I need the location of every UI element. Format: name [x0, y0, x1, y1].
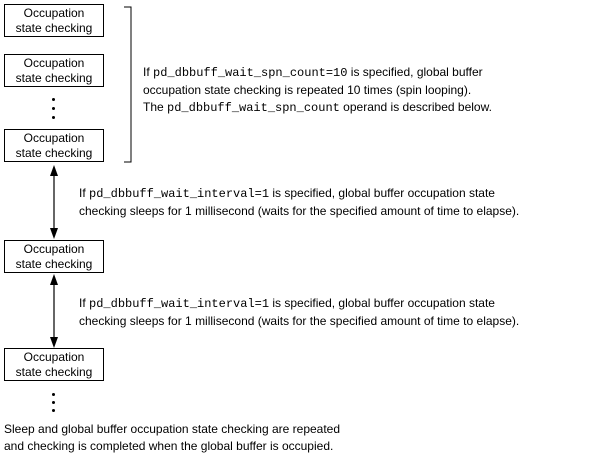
text-fragment: is specified, global buffer occupation state	[269, 296, 495, 310]
box-label-line1: Occupation	[23, 350, 85, 364]
box-label-line1: Occupation	[23, 6, 85, 20]
interval-note-line2: checking sleeps for 1 millisecond (waits for the specified amount of time to elapse).	[79, 314, 520, 328]
interval-note-line1	[79, 185, 519, 203]
code-operand: pd_dbbuff_wait_interval=1	[89, 297, 270, 311]
text-fragment: The	[143, 100, 168, 114]
text-fragment: If	[79, 186, 90, 200]
box-label-line1: Occupation	[23, 242, 85, 256]
box-label-line2: state checking	[15, 365, 93, 379]
spin-count-note	[143, 64, 492, 117]
completion-note	[4, 421, 340, 455]
spin-note-line2: occupation state checking is repeated 10 times (spin looping).	[143, 83, 472, 97]
code-operand: pd_dbbuff_wait_spn_count	[167, 101, 340, 115]
completion-note-line2: and checking is completed when the global buffer is occupied.	[4, 439, 334, 453]
box-label-line1: Occupation	[23, 56, 85, 70]
code-operand: pd_dbbuff_wait_spn_count=10	[153, 66, 348, 80]
code-operand: pd_dbbuff_wait_interval=1	[89, 187, 270, 201]
text-fragment: is specified, global buffer	[347, 65, 483, 79]
box-label-line2: state checking	[15, 146, 93, 160]
interval-note-2	[79, 295, 519, 330]
box-label-line2: state checking	[15, 257, 93, 271]
box-label-line1: Occupation	[23, 131, 85, 145]
text-fragment: is specified, global buffer occupation state	[269, 186, 495, 200]
spin-bracket	[124, 7, 131, 162]
box-label-line2: state checking	[15, 71, 93, 85]
spin-note-line1	[143, 64, 492, 82]
text-fragment: If	[79, 296, 90, 310]
text-fragment: If	[143, 65, 154, 79]
completion-note-line1: Sleep and global buffer occupation state checking are repeated	[4, 422, 341, 436]
double-arrow-lower	[50, 274, 58, 348]
interval-note-1	[79, 185, 519, 220]
spin-note-line3	[143, 99, 492, 117]
interval-note-line1	[79, 295, 519, 313]
double-arrow-upper	[50, 165, 58, 239]
text-fragment: operand is described below.	[339, 100, 492, 114]
interval-note-line2: checking sleeps for 1 millisecond (waits for the specified amount of time to elapse).	[79, 204, 520, 218]
box-label-line2: state checking	[15, 21, 93, 35]
